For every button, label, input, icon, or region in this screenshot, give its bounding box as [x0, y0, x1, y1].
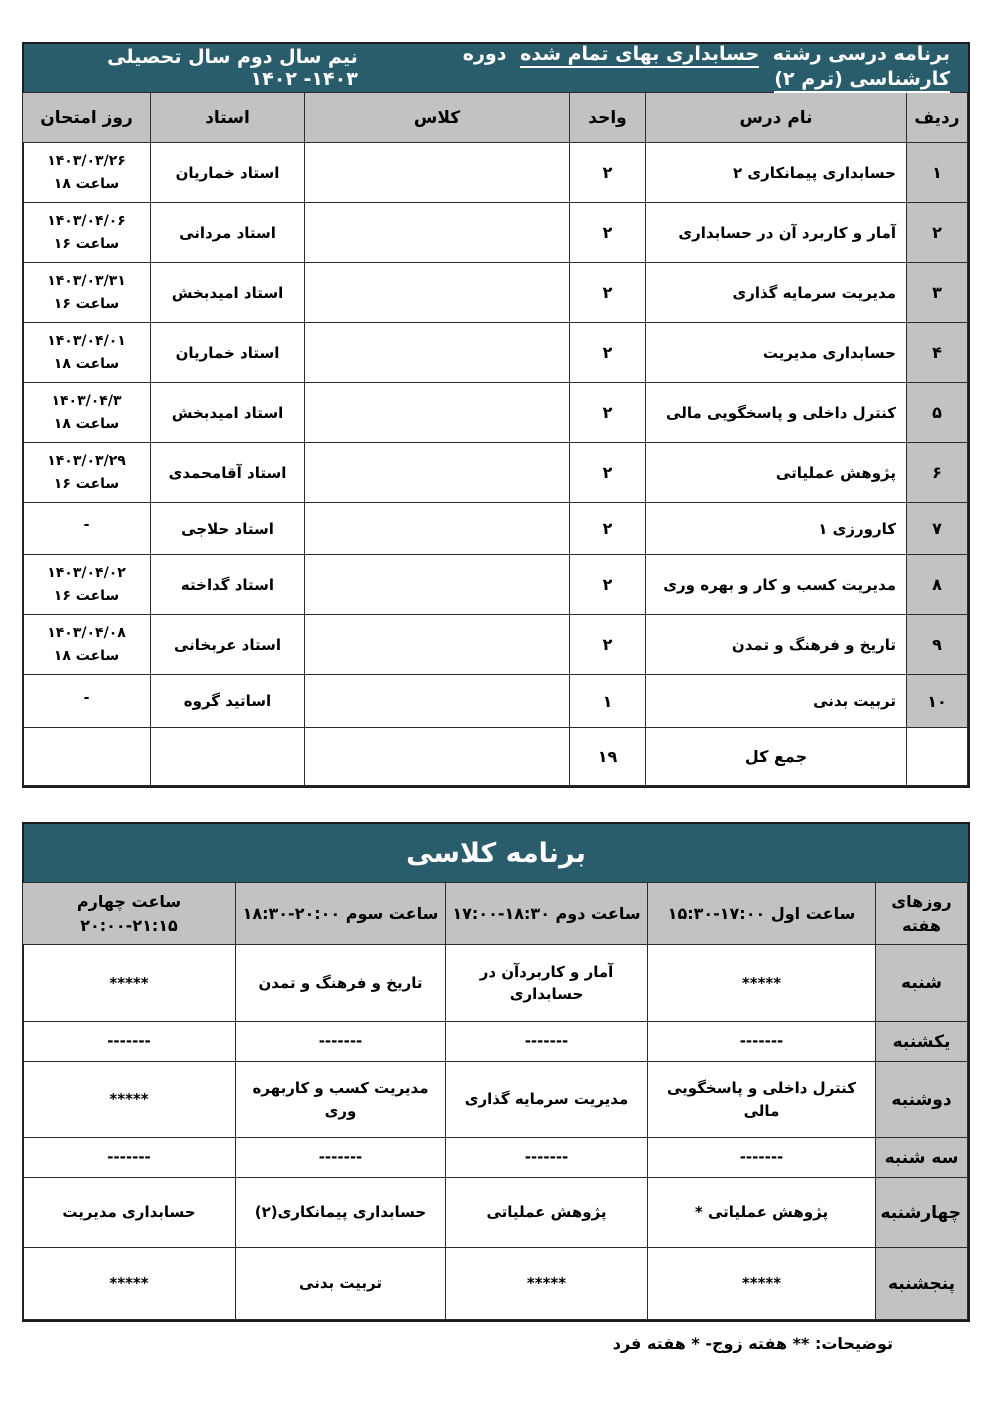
class-cell [305, 323, 570, 383]
col-header-slot-2 [446, 883, 648, 945]
col-header-slot-3 [236, 883, 446, 945]
exam-date: ۱۴۰۳/۰۴/۰۱ [47, 333, 126, 349]
radif-cell: ۷ [907, 503, 968, 555]
semester-years: ۱۴۰۲ -۱۴۰۳ [250, 68, 358, 90]
exam-date: ۱۴۰۳/۰۴/۰۶ [47, 213, 126, 229]
professor-cell: استاد گداخته [151, 555, 305, 615]
slot-cell: مدیریت کسب و کاربهره وری [236, 1062, 446, 1138]
slot-cell: حسابداری مدیریت [23, 1178, 236, 1248]
class-cell [305, 728, 570, 786]
professor-cell: استاد خماریان [151, 143, 305, 203]
radif-cell: ۱۰ [907, 675, 968, 728]
course-row [23, 143, 968, 203]
course-table-header-row [23, 93, 968, 143]
exam-cell [23, 263, 151, 323]
title-degree-term: کارشناسی (ترم ۲) [774, 68, 950, 93]
units-cell: ۲ [570, 263, 646, 323]
professor-cell: استاد مردانی [151, 203, 305, 263]
slot-cell: ***** [446, 1248, 648, 1320]
slot-range: ۱۷:۰۰-۱۸:۳۰ [452, 903, 550, 923]
slot-cell: مدیریت سرمایه گذاری [446, 1062, 648, 1138]
slot-cell: ------- [23, 1138, 236, 1178]
exam-date: ۱۴۰۳/۰۳/۲۶ [47, 153, 126, 169]
schedule-row-tuesday [23, 1138, 968, 1178]
professor-cell: اساتید گروه [151, 675, 305, 728]
slot-cell: ***** [648, 945, 876, 1022]
day-cell: دوشنبه [876, 1062, 968, 1138]
slot-label: ساعت دوم [555, 903, 641, 923]
course-name-cell: پژوهش عملیاتی [646, 443, 907, 503]
exam-time: ساعت ۱۸ [53, 648, 120, 664]
slot-cell: ------- [648, 1138, 876, 1178]
units-cell: ۲ [570, 143, 646, 203]
radif-cell: ۴ [907, 323, 968, 383]
exam-cell [23, 383, 151, 443]
slot-cell: ------- [446, 1138, 648, 1178]
professor-cell: استاد امیدبخش [151, 263, 305, 323]
col-header-course: نام درس [646, 93, 907, 143]
exam-time: ساعت ۱۶ [53, 588, 120, 604]
exam-time: ساعت ۱۶ [53, 296, 120, 312]
slot-cell: کنترل داخلی و پاسخگویی مالی [648, 1062, 876, 1138]
exam-cell [23, 203, 151, 263]
class-cell [305, 383, 570, 443]
exam-cell [23, 443, 151, 503]
units-cell: ۲ [570, 383, 646, 443]
radif-cell: ۶ [907, 443, 968, 503]
slot-cell: حسابداری پیمانکاری(۲) [236, 1178, 446, 1248]
col-header-exam-day: روز امتحان [23, 93, 151, 143]
exam-date: - [83, 517, 90, 533]
radif-cell: ۹ [907, 615, 968, 675]
course-row [23, 383, 968, 443]
schedule-section [22, 822, 970, 1322]
footnote: توضیحات: ** هفته زوج- * هفته فرد [612, 1334, 893, 1353]
radif-cell: ۲ [907, 203, 968, 263]
class-cell [305, 675, 570, 728]
col-header-slot-4 [23, 883, 236, 945]
slot-cell: ------- [446, 1022, 648, 1062]
schedule-title-bar [24, 824, 968, 882]
day-cell: سه شنبه [876, 1138, 968, 1178]
schedule-header-row [23, 883, 968, 945]
course-name-cell: آمار و کاربرد آن در حسابداری [646, 203, 907, 263]
title-program-lead: برنامه درسی رشته [772, 43, 950, 65]
professor-cell: استاد آقامحمدی [151, 443, 305, 503]
professor-cell: استاد خماریان [151, 323, 305, 383]
course-row [23, 503, 968, 555]
course-name-cell: حسابداری مدیریت [646, 323, 907, 383]
col-header-week-days: روزهای هفته [876, 883, 968, 945]
course-table-section [22, 42, 970, 788]
schedule-row-thursday [23, 1248, 968, 1320]
exam-cell [23, 615, 151, 675]
semester-text: نیم سال دوم سال تحصیلی [107, 46, 358, 68]
slot-cell: پژوهش عملیاتی * [648, 1178, 876, 1248]
exam-date: ۱۴۰۳/۰۴/۳ [51, 393, 122, 409]
professor-cell: استاد عربخانی [151, 615, 305, 675]
slot-cell: ------- [648, 1022, 876, 1062]
title-degree-word: دوره [462, 43, 507, 65]
professor-cell: استاد امیدبخش [151, 383, 305, 443]
exam-time: ساعت ۱۶ [53, 236, 120, 252]
course-name-cell: مدیریت کسب و کار و بهره وری [646, 555, 907, 615]
col-header-slot-1 [648, 883, 876, 945]
course-row [23, 263, 968, 323]
schedule-row-monday [23, 1062, 968, 1138]
schedule-row-sunday [23, 1022, 968, 1062]
total-label-cell: جمع کل [646, 728, 907, 786]
course-row [23, 555, 968, 615]
col-header-units: واحد [570, 93, 646, 143]
exam-time: ساعت ۱۸ [53, 416, 120, 432]
course-row [23, 323, 968, 383]
schedule-row-saturday [23, 945, 968, 1022]
exam-cell [23, 555, 151, 615]
exam-time: ساعت ۱۸ [53, 356, 120, 372]
slot-cell: ------- [236, 1138, 446, 1178]
exam-date: ۱۴۰۳/۰۴/۰۸ [47, 625, 126, 641]
slot-range: ۲۰:۰۰-۲۱:۱۵ [80, 915, 178, 935]
slot-cell: ***** [23, 1248, 236, 1320]
exam-cell [23, 728, 151, 786]
class-cell [305, 143, 570, 203]
exam-cell [23, 323, 151, 383]
slot-cell: ***** [23, 1062, 236, 1138]
slot-cell: تاریخ و فرهنگ و تمدن [236, 945, 446, 1022]
course-row [23, 615, 968, 675]
slot-label: ساعت چهارم [76, 891, 182, 911]
radif-cell: ۱ [907, 143, 968, 203]
total-units-cell: ۱۹ [570, 728, 646, 786]
class-cell [305, 443, 570, 503]
course-row [23, 443, 968, 503]
total-row [23, 728, 968, 786]
course-title [358, 43, 950, 93]
class-cell [305, 263, 570, 323]
radif-cell: ۵ [907, 383, 968, 443]
slot-label: ساعت سوم [345, 903, 439, 923]
class-cell [305, 503, 570, 555]
course-table-title-bar [24, 44, 968, 92]
units-cell: ۲ [570, 203, 646, 263]
course-name-cell: حسابداری پیمانکاری ۲ [646, 143, 907, 203]
slot-label: ساعت اول [770, 903, 856, 923]
col-header-class: کلاس [305, 93, 570, 143]
slot-cell: ------- [236, 1022, 446, 1062]
radif-cell [907, 728, 968, 786]
col-header-radif: ردیف [907, 93, 968, 143]
exam-cell [23, 675, 151, 728]
slot-cell: ***** [23, 945, 236, 1022]
course-row [23, 203, 968, 263]
exam-date: ۱۴۰۳/۰۳/۳۱ [47, 273, 126, 289]
professor-cell: استاد حلاجی [151, 503, 305, 555]
exam-date: ۱۴۰۳/۰۴/۰۲ [47, 565, 126, 581]
professor-cell [151, 728, 305, 786]
slot-range: ۱۵:۳۰-۱۷:۰۰ [667, 903, 766, 923]
exam-date: ۱۴۰۳/۰۳/۲۹ [47, 453, 126, 469]
slot-cell: پژوهش عملیاتی [446, 1178, 648, 1248]
exam-cell [23, 143, 151, 203]
units-cell: ۱ [570, 675, 646, 728]
slot-cell: ***** [648, 1248, 876, 1320]
course-table [22, 92, 968, 786]
semester-title [42, 46, 358, 90]
exam-time: ساعت ۱۸ [53, 176, 120, 192]
schedule-row-wednesday [23, 1178, 968, 1248]
day-cell: شنبه [876, 945, 968, 1022]
exam-time: ساعت ۱۶ [53, 476, 120, 492]
units-cell: ۲ [570, 503, 646, 555]
units-cell: ۲ [570, 555, 646, 615]
class-cell [305, 555, 570, 615]
radif-cell: ۳ [907, 263, 968, 323]
day-cell: چهارشنبه [876, 1178, 968, 1248]
course-name-cell: تربیت بدنی [646, 675, 907, 728]
title-major: حسابداری بهای تمام شده [520, 43, 759, 68]
slot-range: ۱۸:۳۰-۲۰:۰۰ [242, 903, 341, 923]
class-cell [305, 615, 570, 675]
day-cell: یکشنبه [876, 1022, 968, 1062]
col-header-professor: استاد [151, 93, 305, 143]
slot-cell: تربیت بدنی [236, 1248, 446, 1320]
course-name-cell: تاریخ و فرهنگ و تمدن [646, 615, 907, 675]
units-cell: ۲ [570, 615, 646, 675]
course-row [23, 675, 968, 728]
exam-date: - [83, 689, 90, 706]
day-cell: پنجشنبه [876, 1248, 968, 1320]
exam-cell [23, 503, 151, 555]
course-name-cell: مدیریت سرمایه گذاری [646, 263, 907, 323]
units-cell: ۲ [570, 443, 646, 503]
course-name-cell: کنترل داخلی و پاسخگویی مالی [646, 383, 907, 443]
slot-cell: ------- [23, 1022, 236, 1062]
course-name-cell: کارورزی ۱ [646, 503, 907, 555]
schedule-title: برنامه کلاسی [406, 837, 586, 869]
radif-cell: ۸ [907, 555, 968, 615]
units-cell: ۲ [570, 323, 646, 383]
schedule-table [22, 882, 968, 1320]
slot-cell: آمار و کاربردآن در حسابداری [446, 945, 648, 1022]
class-cell [305, 203, 570, 263]
